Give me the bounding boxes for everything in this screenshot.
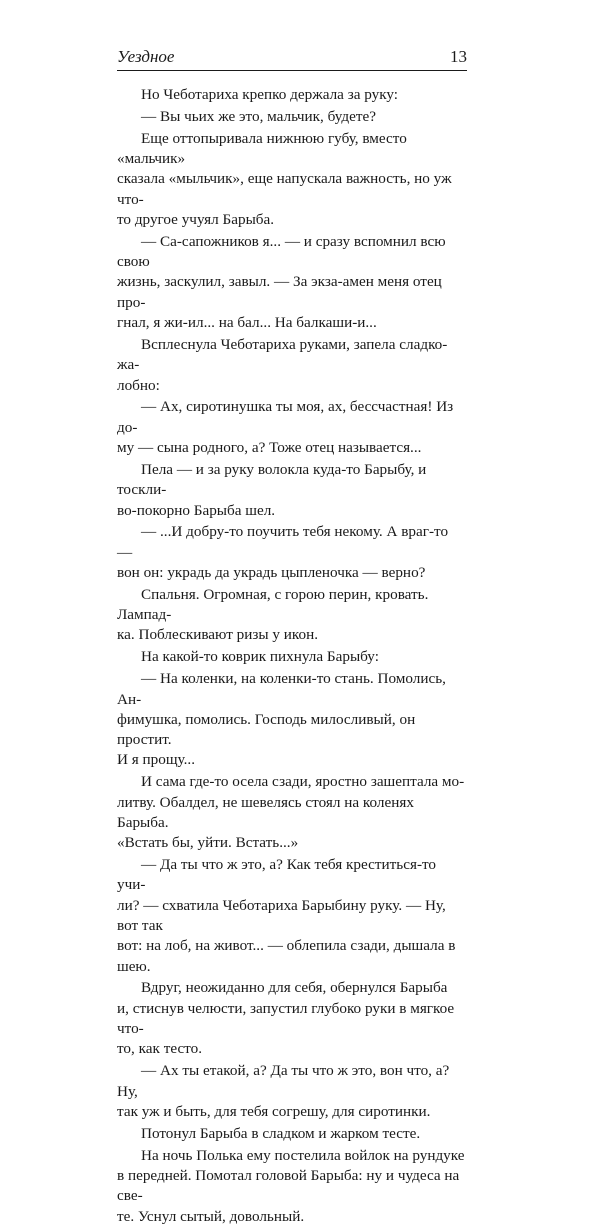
paragraph: — Вы чьих же это, мальчик, будете? <box>141 107 377 125</box>
paragraph: На ночь Полька ему постелила войлок на рундуке в передней. Помотал головой Барыба: ну и чудеса на све- те. Уснул сытый, довольный. <box>117 1146 465 1225</box>
paragraph: Но Чеботариха крепко держала за руку: <box>141 86 398 103</box>
paragraph: Спальня. Огромная, с горою перин, кровать. Лампад- ка. Поблескивают ризы у икон. <box>117 585 429 644</box>
paragraph: — На коленки, на коленки-то стань. Помолись, Ан- фимушка, помолись. Господь милосливый, он простит. И я прощу... <box>117 670 446 769</box>
paragraph: Всплеснула Чеботариха руками, запела сладко-жа- лобно: <box>117 335 448 394</box>
header-rule <box>117 70 467 71</box>
paragraph: — ...И добру-то поучить тебя некому. А враг-то — вон он: украдь да украдь цыпленочка — верно? <box>117 523 449 581</box>
paragraph: Потонул Барыба в сладком и жарком тесте. <box>141 1124 421 1142</box>
paragraph: Вдруг, неожиданно для себя, обернулся Барыба и, стиснув челюсти, запустил глубоко руки в мягкое что- то, как тесто. <box>117 979 455 1058</box>
page-number: 13 <box>450 47 467 66</box>
body-text <box>117 85 467 1228</box>
paragraph: — Са-сапожников я... — и сразу вспомнил всю свою жизнь, заскулил, завыл. — За экза-амен меня отец про- гнал, я жи-ил... на бал... На балкаши-и... <box>117 232 446 332</box>
running-header <box>117 47 467 71</box>
paragraph: Еще оттопыривала нижнюю губу, вместо «мальчик» сказала «мыльчик», еще напускала важность, но уж что- то другое учуял Барыба. <box>117 129 452 228</box>
paragraph: — Да ты что ж это, а? Как тебя креститься-то учи- ли? — схватила Чеботариха Барыбину руку. — Ну, вот так вот: на лоб, на живот... — облепила сзади, дышала в шею. <box>117 856 456 975</box>
running-title: Уездное <box>117 47 175 66</box>
paragraph: На какой-то коврик пихнула Барыбу: <box>141 648 379 666</box>
paragraph: И сама где-то осела сзади, яростно зашептала мо- литву. Обалдел, не шевелясь стоял на коленях Барыба. «Встать бы, уйти. Встать...» <box>117 773 465 852</box>
paragraph: Пела — и за руку волокла куда-то Барыбу, и тоскли- во-покорно Барыба шел. <box>117 460 427 519</box>
paragraph: — Ах, сиротинушка ты моя, ах, бессчастная! Из до- му — сына родного, а? Тоже отец называется... <box>117 398 454 457</box>
paragraph: — Ах ты етакой, а? Да ты что ж это, вон что, а? Ну, так уж и быть, для тебя согрешу, для сиротинки. <box>117 1062 450 1120</box>
